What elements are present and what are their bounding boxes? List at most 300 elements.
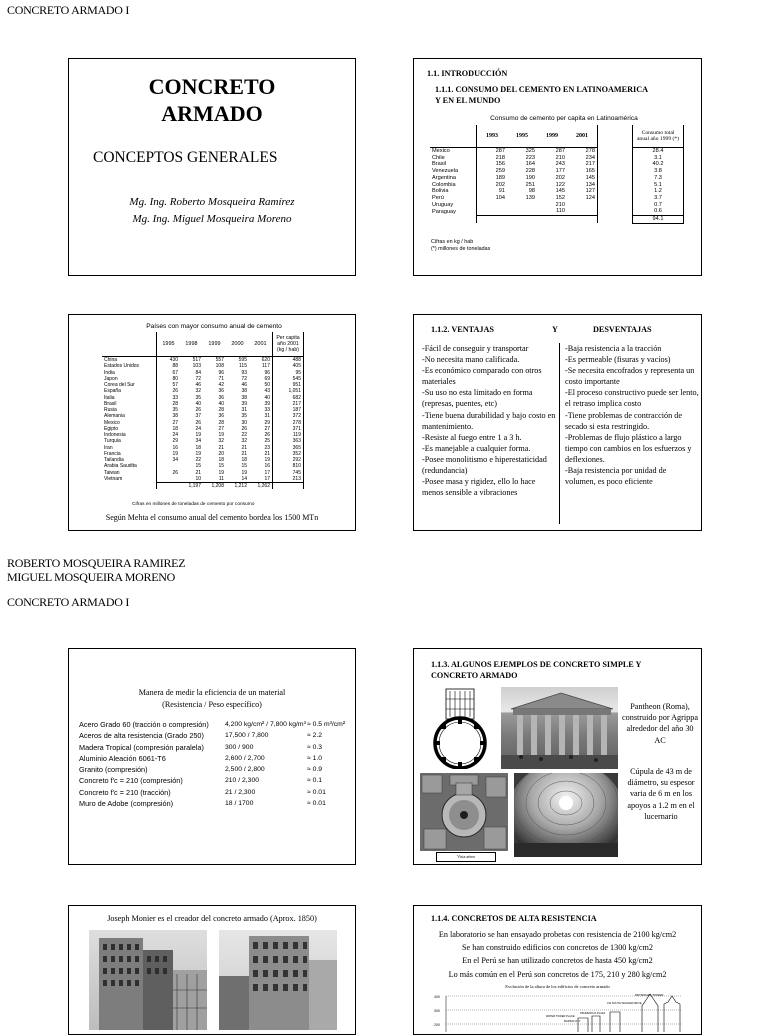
value-cell: 177 xyxy=(555,168,565,175)
material-cell: Concreto f'c = 210 (tracción) xyxy=(79,787,171,797)
percapita-cell: 810 xyxy=(273,463,304,469)
table-header: 2001 xyxy=(249,332,273,357)
pantheon-plan-image xyxy=(420,687,500,769)
ratio-cell: ≈ 0.3 xyxy=(307,743,323,751)
value-cell: 21 xyxy=(241,444,247,451)
spacer-cell xyxy=(598,208,633,215)
total-sum-cell: 94.1 xyxy=(633,216,684,224)
pros-list xyxy=(422,343,558,498)
total-cell: 1,208 xyxy=(203,483,226,490)
value-cell: 557 xyxy=(215,357,224,363)
total-cell: 7.3 xyxy=(633,175,684,182)
value-cell: 46 xyxy=(195,382,201,388)
material-cell: Granito (compresión) xyxy=(79,765,148,775)
value-cell: 430 xyxy=(157,357,181,364)
value-cell: 50 xyxy=(249,382,273,388)
country-cell: Egipto xyxy=(104,425,119,432)
percapita-cell: 488 xyxy=(273,357,304,364)
value-cell: 72 xyxy=(195,375,201,382)
value-cell: 18 xyxy=(195,444,201,451)
value-cell: 36 xyxy=(218,388,224,395)
slide-heading: CONCRETO ARMADO xyxy=(431,671,518,680)
ratio-cell: ≈ 0.5 m³/cm² xyxy=(307,721,346,728)
value-cell xyxy=(157,476,181,483)
author-line: MIGUEL MOSQUEIRA MORENO xyxy=(7,570,175,584)
value-cell: 40 xyxy=(218,400,224,407)
value-cell: 88 xyxy=(157,363,181,369)
value-cell: 15 xyxy=(218,463,224,470)
value-cell: 287 xyxy=(477,148,508,155)
building-height-chart xyxy=(432,992,692,1032)
table-header: 2000 xyxy=(226,332,249,357)
pros-item: -Posee masa y rigidez, ello lo hace menos sensible a vibraciones xyxy=(422,477,536,498)
cons-item: -Baja resistencia por unidad de volumen, es poco eficiente xyxy=(565,466,667,487)
table-spacer xyxy=(598,125,633,148)
country-cell: Mexico xyxy=(432,148,450,154)
table-row xyxy=(430,208,684,215)
value-cell: 202 xyxy=(477,182,508,189)
slide-heading: Manera de medir la eficiencia de un material xyxy=(138,688,286,697)
country-cell: Bolivia xyxy=(432,188,449,195)
table-header-country xyxy=(430,125,477,148)
value-cell: 96 xyxy=(218,369,224,376)
value-cell: 115 xyxy=(239,363,247,370)
country-cell: Brasil xyxy=(432,161,446,168)
table-row xyxy=(102,476,304,483)
country-cell: España xyxy=(104,388,121,395)
percapita-cell: 119 xyxy=(273,432,304,438)
country-cell: Francia xyxy=(104,450,121,457)
cons-heading: DESVENTAJAS xyxy=(593,325,652,334)
value-cell: 27 xyxy=(249,426,273,432)
value-cell: 27 xyxy=(218,425,224,432)
chart-title: Evolución de la altura de los edificios de concreto armado xyxy=(505,984,610,989)
total-cell: 3.1 xyxy=(633,155,684,162)
ratio-cell: ≈ 0.01 xyxy=(307,788,326,796)
slide-high-strength xyxy=(413,905,702,1035)
table-row xyxy=(79,775,345,786)
table-header: 2001 xyxy=(567,125,598,148)
percapita-cell: 951 xyxy=(273,382,304,388)
chart-y-tick: 300 xyxy=(434,1009,440,1013)
value-cell: 2,500 / 2,800 xyxy=(225,766,265,774)
slide-caption: Joseph Monier es el creador del concreto armado (Aprox. 1850) xyxy=(107,914,317,923)
percapita-cell: 745 xyxy=(273,470,304,476)
country-cell: India xyxy=(104,369,115,376)
value-cell: 24 xyxy=(157,432,181,438)
value-cell: 38 xyxy=(157,413,181,419)
value-cell: 23 xyxy=(249,445,273,451)
value-cell: 620 xyxy=(249,357,273,364)
country-cell: Vietnam xyxy=(104,476,123,482)
value-cell: 10 xyxy=(195,475,201,482)
slide-efficiency xyxy=(68,648,356,865)
value-cell xyxy=(567,208,598,215)
value-cell: 210 / 2,300 xyxy=(225,777,260,785)
value-cell: 16 xyxy=(249,463,273,469)
value-cell: 124 xyxy=(567,195,598,202)
value-cell: 145 xyxy=(567,175,598,182)
value-cell: 42 xyxy=(218,382,224,388)
latin-consumption-table xyxy=(430,125,684,224)
value-cell: 15 xyxy=(195,463,201,470)
high-strength-line: Lo más común en el Perú son concretos de 175, 210 y 280 kg/cm2 xyxy=(448,969,667,979)
percapita-cell: 352 xyxy=(273,451,304,457)
percapita-cell: 95 xyxy=(273,370,304,376)
pros-item: -Fácil de conseguir y transportar xyxy=(422,344,529,353)
spacer-cell xyxy=(598,161,633,168)
value-cell: 19 xyxy=(195,432,201,438)
value-cell: 26 xyxy=(157,388,181,394)
empty-cell xyxy=(157,483,181,490)
total-cell: 28.4 xyxy=(633,148,684,155)
table-note: (*) millones de toneladas xyxy=(431,245,491,252)
value-cell: 21 xyxy=(249,451,273,457)
value-cell: 19 xyxy=(195,450,201,457)
building-outline xyxy=(610,1012,620,1032)
slide-heading: 1.1.4. CONCRETOS DE ALTA RESISTENCIA xyxy=(431,914,597,923)
value-cell: 69 xyxy=(249,376,273,382)
value-cell: 164 xyxy=(525,161,535,168)
value-cell: 22 xyxy=(195,457,201,463)
empty-cell xyxy=(477,216,508,224)
table-title: Consumo de cemento per capita en Latinoamérica xyxy=(490,115,638,122)
value-cell: 32 xyxy=(218,438,224,445)
slide-pantheon xyxy=(413,648,702,865)
pros-item: -Tiene buena durabilidad y bajo costo en mantenimiento. xyxy=(422,410,556,431)
value-cell: 36 xyxy=(218,413,224,420)
building-photo xyxy=(89,930,207,1030)
value-cell: 17,500 / 7,800 xyxy=(225,732,269,740)
value-cell: 31 xyxy=(249,413,273,419)
value-cell xyxy=(567,202,598,209)
value-cell: 37 xyxy=(195,413,201,420)
total-cell: 1,212 xyxy=(226,483,249,490)
empty-cell xyxy=(102,483,157,490)
value-cell: 43 xyxy=(249,388,273,394)
value-cell: 21 xyxy=(218,444,224,451)
world-consumption-table xyxy=(102,332,304,489)
value-cell: 18 / 1700 xyxy=(225,800,254,808)
slide-heading: 1.1.3. ALGUNOS EJEMPLOS DE CONCRETO SIMPLE Y xyxy=(431,660,642,669)
material-cell: Concreto f'c = 210 (compresión) xyxy=(79,776,183,786)
value-cell xyxy=(507,208,537,215)
total-cell: 40.2 xyxy=(633,161,684,168)
value-cell: 234 xyxy=(567,155,598,162)
percapita-cell: 545 xyxy=(273,376,304,382)
value-cell: 32 xyxy=(195,388,201,395)
value-cell: 18 xyxy=(218,457,224,463)
high-strength-lines xyxy=(414,928,701,981)
page-header: CONCRETO ARMADO I xyxy=(7,595,130,609)
spacer-cell xyxy=(598,195,633,202)
country-cell: Corea del Sur xyxy=(104,382,135,388)
country-cell: Iran xyxy=(104,444,113,451)
material-cell: Madera Tropical (compresión paralela) xyxy=(79,742,204,752)
value-cell: 33 xyxy=(157,395,181,401)
value-cell: 80 xyxy=(157,376,181,382)
value-cell: 26 xyxy=(195,419,201,426)
value-cell: 278 xyxy=(567,148,598,155)
cons-item: -El proceso constructivo puede ser lento, el retraso implica costo xyxy=(565,388,699,409)
value-cell: 11 xyxy=(218,475,224,482)
value-cell: 38 xyxy=(241,388,247,395)
ratio-cell: ≈ 1.0 xyxy=(307,754,323,762)
percapita-cell: 278 xyxy=(273,420,304,426)
percapita-cell: 371 xyxy=(273,426,304,432)
value-cell: 72 xyxy=(241,375,247,382)
value-cell: 29 xyxy=(249,420,273,426)
value-cell: 228 xyxy=(525,168,535,175)
cons-item: -Se necesita encofrados y representa un costo importante xyxy=(565,366,695,387)
chart-annotation: MARINA CITY xyxy=(564,1020,581,1023)
value-cell: 21 xyxy=(195,469,201,476)
value-cell: 139 xyxy=(525,194,535,201)
table-header: 1995 xyxy=(157,332,181,357)
value-cell: 19 xyxy=(157,451,181,457)
column-divider xyxy=(559,343,560,524)
percapita-cell: 217 xyxy=(273,401,304,407)
value-cell: 35 xyxy=(241,413,247,420)
value-cell: 25 xyxy=(249,438,273,444)
value-cell: 98 xyxy=(528,188,535,195)
percapita-cell: 1,051 xyxy=(273,388,304,394)
pros-item: -Resiste al fuego entre 1 a 3 h. xyxy=(422,432,522,442)
pantheon-description: Pantheon (Roma), construido por Agrippa alrededor del año 30 AC xyxy=(622,702,698,745)
country-cell: Taiwan xyxy=(104,469,120,476)
chart-annotation: 311 SOUTH WACKER DRIVE xyxy=(607,1002,642,1005)
country-cell: Brasil xyxy=(104,400,117,407)
value-cell: 17 xyxy=(249,470,273,476)
value-cell: 223 xyxy=(525,154,535,161)
value-cell xyxy=(477,202,508,209)
percapita-cell: 365 xyxy=(273,445,304,451)
value-cell: 218 xyxy=(477,155,508,162)
value-cell: 104 xyxy=(477,195,508,202)
cons-item: -Tiene problemas de contracción de secado si esta restringido. xyxy=(565,410,683,431)
country-cell: Estados Unidos xyxy=(104,363,140,370)
value-cell: 22 xyxy=(241,432,247,438)
value-cell: 35 xyxy=(195,394,201,401)
pantheon-exterior-photo xyxy=(501,687,618,769)
percapita-cell: 363 xyxy=(273,438,304,444)
value-cell: 210 xyxy=(555,201,565,208)
heading-connector: Y xyxy=(552,325,558,334)
value-cell xyxy=(477,208,508,215)
table-header: 1993 xyxy=(477,125,508,148)
value-cell: 14 xyxy=(241,475,247,482)
table-header: 1999 xyxy=(537,125,567,148)
value-cell: 39 xyxy=(249,401,273,407)
authors-block xyxy=(7,556,185,584)
value-cell: 16 xyxy=(157,445,181,451)
percapita-cell: 405 xyxy=(273,363,304,369)
value-cell: 19 xyxy=(249,457,273,463)
table-row xyxy=(430,161,684,168)
country-cell: Italia xyxy=(104,394,115,401)
value-cell: 34 xyxy=(157,457,181,463)
value-cell: 26 xyxy=(195,407,201,413)
cons-item: -Baja resistencia a la tracción xyxy=(565,344,662,353)
country-cell: China xyxy=(104,357,118,363)
value-cell: 217 xyxy=(567,161,598,168)
empty-cell xyxy=(430,216,477,224)
spacer-cell xyxy=(598,175,633,182)
slide-heading: 1.1.1. CONSUMO DEL CEMENTO EN LATINOAMERICA xyxy=(435,85,649,94)
total-cell: 1,262 xyxy=(249,483,273,490)
table-row xyxy=(430,175,684,182)
value-cell: 189 xyxy=(477,175,508,182)
value-cell: 210 xyxy=(555,154,565,161)
value-cell: 36 xyxy=(218,394,224,401)
cons-item: -Es permeable (fisuras y vacíos) xyxy=(565,355,671,365)
chart-y-tick: 400 xyxy=(434,995,440,999)
country-cell: Arabia Saudita xyxy=(104,463,137,470)
pantheon-aerial-photo xyxy=(420,773,508,851)
value-cell: 26 xyxy=(249,432,273,438)
author-credit: Mg. Ing. Roberto Mosqueira Ramírez xyxy=(129,196,295,208)
building-outline xyxy=(664,996,680,1032)
value-cell: 96 xyxy=(249,370,273,376)
efficiency-table xyxy=(79,719,345,809)
table-title: Países con mayor consumo anual de cemento xyxy=(146,323,282,330)
slide-caption: Según Mehta el consumo anual del cemento bordea los 1500 MTn xyxy=(105,513,319,522)
value-cell: 46 xyxy=(241,382,247,388)
spacer-cell xyxy=(598,148,633,155)
table-row xyxy=(79,764,345,775)
author-line: ROBERTO MOSQUEIRA RAMIREZ xyxy=(7,556,186,570)
table-header-country xyxy=(102,332,157,357)
total-cell: 3.7 xyxy=(633,195,684,202)
spacer-cell xyxy=(598,182,633,189)
value-cell: 26 xyxy=(241,425,247,432)
pros-item: -No necesita mano calificada. xyxy=(422,355,520,365)
total-cell: 1,197 xyxy=(180,483,203,490)
slide-latin-consumption xyxy=(413,58,702,276)
value-cell: 325 xyxy=(525,148,535,154)
pros-item: -Posee monolitismo e hiperestaticidad (redundancia) xyxy=(422,454,547,476)
value-cell: 134 xyxy=(567,182,598,189)
value-cell: 57 xyxy=(157,382,181,388)
slide-pros-cons xyxy=(413,314,702,531)
pros-item: -Es económico comparado con otros materiales xyxy=(422,366,542,387)
value-cell: 21 xyxy=(241,450,247,457)
value-cell: 40 xyxy=(195,400,201,407)
value-cell: 145 xyxy=(555,188,565,195)
ratio-cell: ≈ 0.9 xyxy=(307,766,323,774)
table-row xyxy=(79,730,345,741)
value-cell: 20 xyxy=(218,450,224,457)
value-cell: 32 xyxy=(241,438,247,445)
value-cell: 26 xyxy=(157,470,181,476)
value-cell: 117 xyxy=(249,363,273,369)
spacer-cell xyxy=(598,155,633,162)
country-cell: Colombia xyxy=(432,181,456,188)
value-cell: 19 xyxy=(241,469,247,476)
chart-annotation: PRUDENTIAL PLAZA xyxy=(580,1012,606,1015)
percapita-cell: 682 xyxy=(273,395,304,401)
value-cell: 33 xyxy=(249,407,273,413)
pros-item: -Su uso no esta limitado en forma (represas, puentes, etc) xyxy=(422,388,533,409)
table-sum-row xyxy=(430,216,684,224)
value-cell: 24 xyxy=(195,425,201,432)
author-credit: Mg. Ing. Miguel Mosqueira Moreno xyxy=(132,213,292,225)
dome-description: Cúpula de 43 m de diámetro, su espesor varia de 6 m en los apoyos a 1.2 m en el lucernario xyxy=(627,767,695,821)
material-cell: Muro de Adobe (compresión) xyxy=(79,799,174,809)
value-cell: 17 xyxy=(249,476,273,483)
empty-cell xyxy=(537,216,567,224)
pantheon-dome-photo xyxy=(514,773,618,857)
building-photo xyxy=(219,930,337,1030)
value-cell: 18 xyxy=(157,426,181,432)
total-cell: 1.2 xyxy=(633,188,684,195)
value-cell: 122 xyxy=(555,181,565,188)
plan-label: Vista aérea xyxy=(436,852,496,862)
value-cell: 259 xyxy=(477,168,508,175)
table-row xyxy=(430,188,684,195)
value-cell xyxy=(507,202,537,209)
table-row xyxy=(79,719,345,730)
section-heading: 1.1. INTRODUCCIÓN xyxy=(427,69,508,78)
pros-heading: 1.1.2. VENTAJAS xyxy=(431,325,494,334)
chart-y-tick: 200 xyxy=(434,1023,440,1027)
table-row xyxy=(430,202,684,209)
table-row xyxy=(79,798,345,809)
value-cell: 190 xyxy=(525,174,535,181)
table-note: Cifras en kg / hab xyxy=(431,239,474,245)
value-cell: 19 xyxy=(218,469,224,476)
cons-item: -Problemas de flujo plástico a largo tiempo con cambios en los esfuerzos y deflexiones. xyxy=(565,432,692,464)
value-cell: 108 xyxy=(215,363,224,370)
value-cell: 27 xyxy=(157,420,181,426)
slide-world-consumption xyxy=(68,314,356,531)
value-cell: 300 / 900 xyxy=(225,743,254,751)
total-cell: 0.7 xyxy=(633,202,684,209)
total-cell: 0.6 xyxy=(633,208,684,215)
percapita-cell: 292 xyxy=(273,457,304,463)
spacer-cell xyxy=(598,216,633,224)
value-cell: 4,200 kg/cm² / 7,800 kg/m³ xyxy=(225,721,306,728)
slide-title xyxy=(68,58,356,276)
total-cell: 3.8 xyxy=(633,168,684,175)
chart-annotation: WATER TOWER PLACE xyxy=(546,1015,575,1018)
country-cell: Indonesia xyxy=(104,432,126,438)
spacer-cell xyxy=(598,188,633,195)
percapita-cell: 187 xyxy=(273,407,304,413)
table-row xyxy=(430,182,684,189)
ratio-cell: ≈ 2.2 xyxy=(307,732,323,740)
table-row xyxy=(430,155,684,162)
value-cell: 28 xyxy=(218,407,224,413)
country-cell: Paraguay xyxy=(432,208,456,215)
material-cell: Aceros de alta resistencia (Grado 250) xyxy=(79,731,204,741)
country-cell: Perú xyxy=(432,194,444,201)
table-footnote: Cifras en millones de toneladas de cemento por consumo xyxy=(132,502,255,507)
building-outline xyxy=(642,994,658,1032)
country-cell: Japon xyxy=(104,375,118,382)
value-cell: 2,600 / 2,700 xyxy=(225,754,265,762)
empty-cell xyxy=(567,216,598,224)
table-totals-row xyxy=(102,483,304,490)
country-cell: Venezuela xyxy=(432,168,459,175)
value-cell: 67 xyxy=(157,370,181,376)
value-cell: 152 xyxy=(555,194,565,201)
country-cell: Rusia xyxy=(104,407,117,413)
country-cell: Chile xyxy=(432,154,445,161)
table-header-percapita: Per capita año 2001 (kg / hab) xyxy=(273,332,304,357)
value-cell: 34 xyxy=(195,438,201,445)
value-cell: 39 xyxy=(241,400,247,407)
